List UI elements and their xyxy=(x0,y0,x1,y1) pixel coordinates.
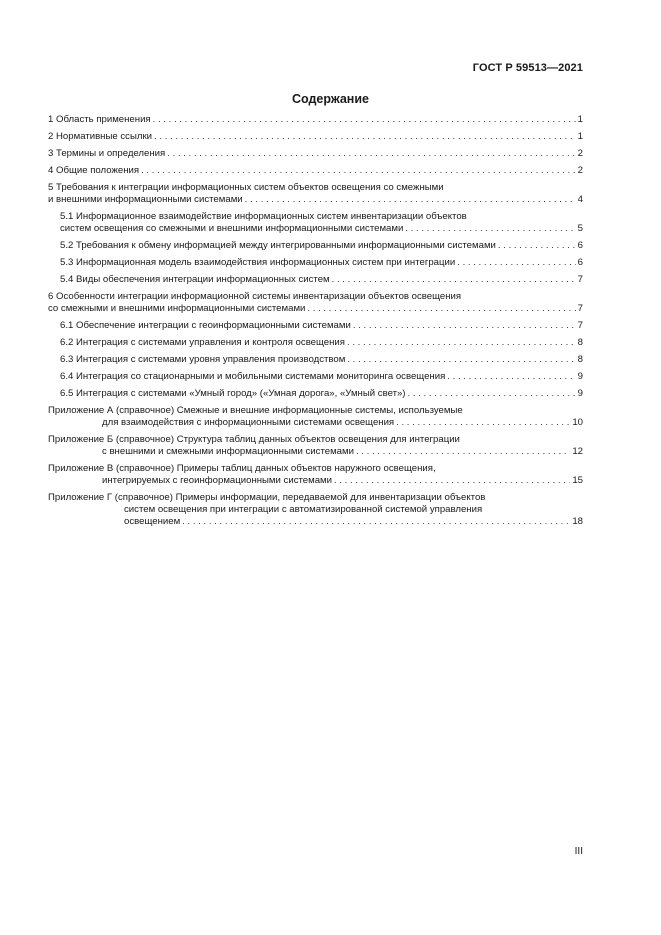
toc-entry-text-line: Приложение Г (справочное) Примеры информации, передаваемой для инвентаризации объектов xyxy=(48,492,486,503)
toc-entry-text-line: 6 Особенности интеграции информационной системы инвентаризации объектов освещения xyxy=(48,291,462,302)
toc-entry-page: 8 xyxy=(577,337,583,348)
toc-entry-page: 6 xyxy=(577,257,583,268)
toc-entry-text-line: Приложение Б (справочное) Структура таблиц данных объектов освещения для интеграции xyxy=(48,434,460,445)
toc-entry-page: 18 xyxy=(572,516,583,527)
page-number: III xyxy=(574,846,583,857)
table-of-contents xyxy=(48,114,583,533)
toc-entry-text-line: Приложение В (справочное) Примеры таблиц данных объектов наружного освещения, xyxy=(48,463,436,474)
toc-entry-text: и внешними информационными системами xyxy=(48,194,243,205)
toc-entry[interactable] xyxy=(48,291,583,315)
toc-entry-text: для взаимодействия с информационными системами освещения xyxy=(102,417,395,428)
toc-entry-text: 3 Термины и определения xyxy=(48,148,166,159)
dot-leader xyxy=(405,223,575,235)
toc-entry[interactable] xyxy=(48,148,583,160)
toc-entry[interactable] xyxy=(60,257,583,269)
toc-entry-text: 1 Область применения xyxy=(48,114,151,125)
dot-leader xyxy=(347,337,576,349)
toc-entry-text: освещением xyxy=(124,516,181,527)
dot-leader xyxy=(141,165,576,177)
standard-code: ГОСТ Р 59513—2021 xyxy=(472,62,583,74)
toc-entry-text: 2 Нормативные ссылки xyxy=(48,131,153,142)
toc-entry-page: 7 xyxy=(577,320,583,331)
toc-entry[interactable] xyxy=(60,211,583,235)
toc-entry[interactable] xyxy=(60,388,583,400)
dot-leader xyxy=(334,475,570,487)
toc-entry-text: с внешними и смежными информационными системами xyxy=(102,446,354,457)
dot-leader xyxy=(332,274,576,286)
dot-leader xyxy=(353,320,576,332)
toc-entry-text: интегрируемых с геоинформационными системами xyxy=(102,475,333,486)
toc-entry-text: 5.3 Информационная модель взаимодействия информационных систем при интеграции xyxy=(60,257,456,268)
toc-entry-page: 1 xyxy=(577,114,583,125)
toc-entry-page: 1 xyxy=(577,131,583,142)
toc-entry-page: 4 xyxy=(577,194,583,205)
toc-entry-text: 6.1 Обеспечение интеграции с геоинформационными системами xyxy=(60,320,351,331)
toc-entry[interactable] xyxy=(48,165,583,177)
dot-leader xyxy=(182,516,570,528)
toc-entry-text: 6.5 Интеграция с системами «Умный город» («Умная дорога», «Умный свет») xyxy=(60,388,406,399)
dot-leader xyxy=(457,257,575,269)
toc-entry-page: 15 xyxy=(572,475,583,486)
toc-entry[interactable] xyxy=(48,492,583,528)
toc-entry-page: 12 xyxy=(572,446,583,457)
toc-entry[interactable] xyxy=(60,354,583,366)
toc-entry[interactable] xyxy=(48,434,583,458)
dot-leader xyxy=(307,303,575,315)
dot-leader xyxy=(356,446,570,458)
toc-entry-text: 5.4 Виды обеспечения интеграции информационных систем xyxy=(60,274,330,285)
toc-entry-page: 7 xyxy=(577,303,583,314)
toc-entry[interactable] xyxy=(60,274,583,286)
toc-entry-page: 10 xyxy=(572,417,583,428)
toc-entry-page: 9 xyxy=(577,371,583,382)
toc-entry-page: 7 xyxy=(577,274,583,285)
toc-entry-page: 9 xyxy=(577,388,583,399)
toc-entry-text: систем освещения со смежными и внешними информационными системами xyxy=(60,223,404,234)
toc-entry[interactable] xyxy=(60,320,583,332)
toc-entry-text: 6.3 Интеграция с системами уровня управления производством xyxy=(60,354,346,365)
toc-entry-page: 6 xyxy=(577,240,583,251)
dot-leader xyxy=(245,194,576,206)
dot-leader xyxy=(154,131,576,143)
dot-leader xyxy=(153,114,576,126)
toc-entry-text-line: систем освещения при интеграции с автоматизированной системой управления xyxy=(124,504,483,515)
toc-entry[interactable] xyxy=(48,463,583,487)
toc-entry-text: 6.4 Интеграция со стационарными и мобильными системами мониторинга освещения xyxy=(60,371,446,382)
toc-entry-page: 5 xyxy=(577,223,583,234)
toc-entry-text-line: 5.1 Информационное взаимодействие информационных систем инвентаризации объектов xyxy=(60,211,467,222)
toc-entry-text: со смежными и внешними информационными системами xyxy=(48,303,306,314)
toc-entry[interactable] xyxy=(48,131,583,143)
dot-leader xyxy=(347,354,575,366)
dot-leader xyxy=(396,417,570,429)
toc-entry-text: 4 Общие положения xyxy=(48,165,140,176)
dot-leader xyxy=(498,240,576,252)
toc-entry[interactable] xyxy=(60,371,583,383)
toc-entry[interactable] xyxy=(48,114,583,126)
toc-entry-text-line: 5 Требования к интеграции информационных систем объектов освещения со смежными xyxy=(48,182,444,193)
toc-entry-text: 5.2 Требования к обмену информацией между интегрированными информационными системами xyxy=(60,240,496,251)
toc-entry-page: 2 xyxy=(577,165,583,176)
toc-entry[interactable] xyxy=(48,405,583,429)
toc-entry-text-line: Приложение А (справочное) Смежные и внешние информационные системы, используемые xyxy=(48,405,463,416)
toc-entry[interactable] xyxy=(60,337,583,349)
toc-entry[interactable] xyxy=(60,240,583,252)
toc-entry-text: 6.2 Интеграция с системами управления и контроля освещения xyxy=(60,337,345,348)
dot-leader xyxy=(447,371,575,383)
toc-entry-page: 2 xyxy=(577,148,583,159)
dot-leader xyxy=(408,388,576,400)
toc-title: Содержание xyxy=(291,92,369,106)
dot-leader xyxy=(167,148,575,160)
toc-entry[interactable] xyxy=(48,182,583,206)
toc-entry-page: 8 xyxy=(577,354,583,365)
